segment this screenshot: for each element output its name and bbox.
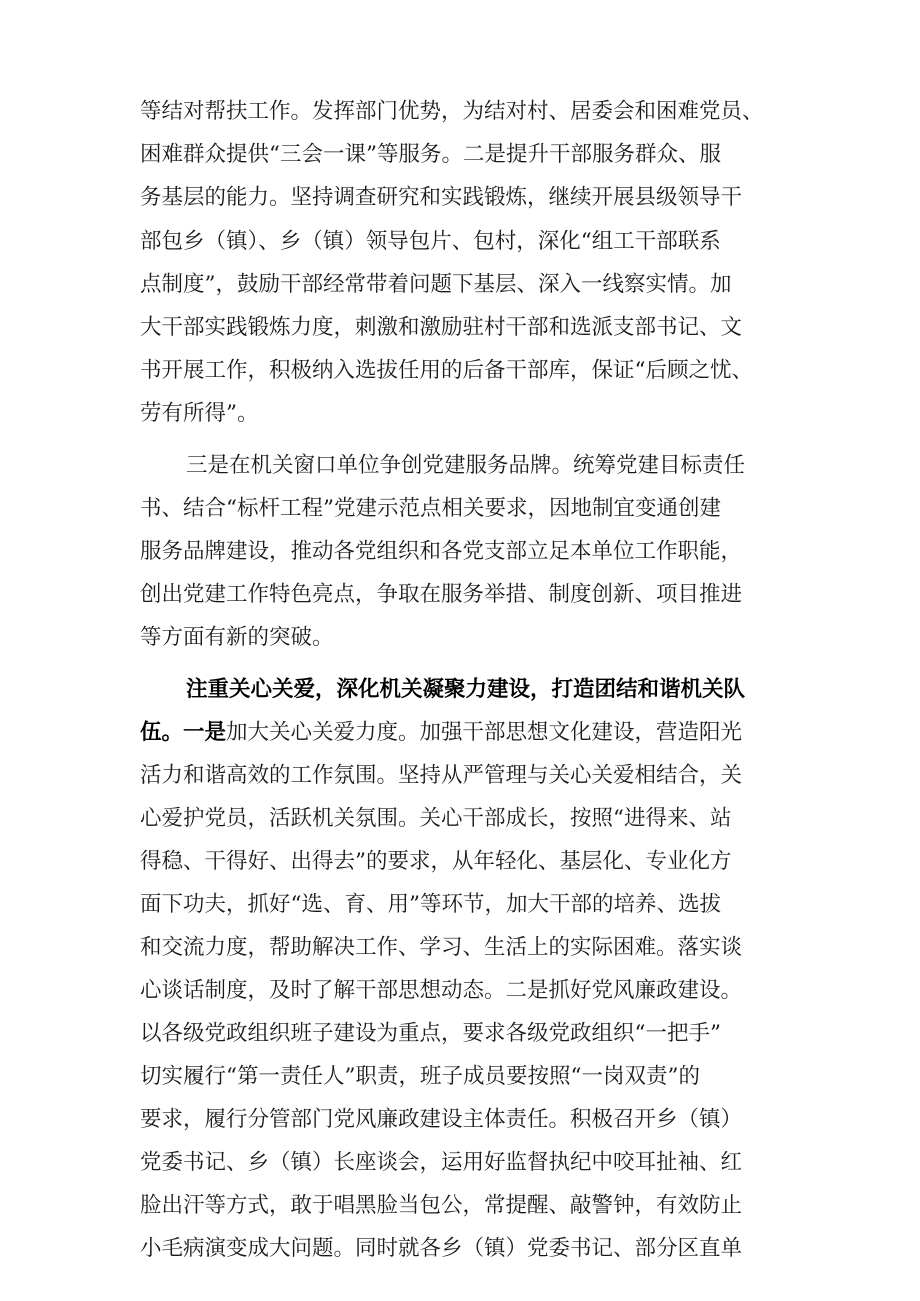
text-line xyxy=(140,623,334,653)
text-run: 劳有所得”。 xyxy=(140,401,259,426)
text-run: 要求，履行分管部门党风廉政建设主体责任。积极召开乡（镇） xyxy=(140,1107,743,1132)
text-run: 创出党建工作特色亮点，争取在服务举措、制度创新、项目推进 xyxy=(140,582,743,607)
text-line xyxy=(140,1062,700,1092)
text-line xyxy=(140,537,742,567)
text-line xyxy=(140,933,742,963)
text-run: 心谈话制度，及时了解干部思想动态。二是抓好党风廉政建设。 xyxy=(140,978,743,1003)
text-line xyxy=(140,580,742,610)
text-line xyxy=(140,313,742,343)
text-line xyxy=(186,451,745,481)
text-run: 务基层的能力。坚持调查研究和实践锻炼，继续开展县级领导干 xyxy=(140,185,743,210)
text-run: 等结对帮扶工作。发挥部门优势，为结对村、居委会和困难党员、 xyxy=(140,99,764,124)
text-line xyxy=(140,227,721,257)
text-run: 和交流力度，帮助解决工作、学习、生活上的实际困难。落实谈 xyxy=(140,935,743,960)
text-run: 脸出汗等方式，敢于唱黑脸当包公，常提醒、敲警钟，有效防止 xyxy=(140,1193,743,1218)
text-line xyxy=(140,761,742,791)
text-run: 得稳、干得好、出得去”的要求，从年轻化、基层化、专业化方 xyxy=(140,849,732,874)
text-line xyxy=(140,399,259,429)
text-run: 小毛病演变成大问题。同时就各乡（镇）党委书记、部分区直单 xyxy=(140,1236,743,1261)
text-run: 大干部实践锻炼力度，刺激和激励驻村干部和选派支部书记、文 xyxy=(140,315,743,340)
text-line xyxy=(140,356,753,386)
text-run: 部包乡（镇）、乡（镇）领导包片、包村，深化“组工干部联系 xyxy=(140,229,721,254)
text-run: 服务品牌建设，推动各党组织和各党支部立足本单位工作职能， xyxy=(140,539,743,564)
text-run: 心爱护党员，活跃机关氛围。关心干部成长，按照“进得来、站 xyxy=(140,806,732,831)
bold-text-run: 注重关心关爱，深化机关凝聚力建设，打造团结和谐机关队 xyxy=(186,677,746,702)
text-run: 加大关心关爱力度。加强干部思想文化建设，营造阳光 xyxy=(226,720,743,745)
text-line xyxy=(140,804,732,834)
text-line xyxy=(140,1019,721,1049)
text-line xyxy=(140,140,721,170)
text-line xyxy=(140,718,742,748)
text-line xyxy=(140,1234,742,1264)
text-line xyxy=(140,976,742,1006)
text-line xyxy=(140,1191,742,1221)
text-run: 点制度”，鼓励干部经常带着问题下基层、深入一线察实情。加 xyxy=(140,272,732,297)
text-run: 以各级党政组织班子建设为重点，要求各级党政组织“一把手” xyxy=(140,1021,721,1046)
bold-text-run: 伍。一是 xyxy=(140,720,227,745)
text-line xyxy=(186,675,745,705)
text-line xyxy=(140,890,721,920)
text-line xyxy=(140,270,732,300)
text-run: 党委书记、乡（镇）长座谈会，运用好监督执纪中咬耳扯袖、红 xyxy=(140,1150,743,1175)
text-run: 切实履行“第一责任人”职责，班子成员要按照“一岗双责”的 xyxy=(140,1064,700,1089)
text-line xyxy=(140,847,732,877)
text-line xyxy=(140,1105,742,1135)
text-line xyxy=(140,97,764,127)
text-run: 等方面有新的突破。 xyxy=(140,625,334,650)
text-line xyxy=(140,494,721,524)
text-run: 书、结合“标杆工程”党建示范点相关要求，因地制宜变通创建 xyxy=(140,496,721,521)
text-line xyxy=(140,183,742,213)
text-line xyxy=(140,1148,742,1178)
text-run: 面下功夫，抓好“选、育、用”等环节，加大干部的培养、选拔 xyxy=(140,892,721,917)
text-run: 书开展工作，积极纳入选拔任用的后备干部库，保证“后顾之忧、 xyxy=(140,358,753,383)
text-run: 三是在机关窗口单位争创党建服务品牌。统筹党建目标责任 xyxy=(186,453,746,478)
text-run: 困难群众提供“三会一课”等服务。二是提升干部服务群众、服 xyxy=(140,142,721,167)
text-run: 活力和谐高效的工作氛围。坚持从严管理与关心关爱相结合，关 xyxy=(140,763,743,788)
